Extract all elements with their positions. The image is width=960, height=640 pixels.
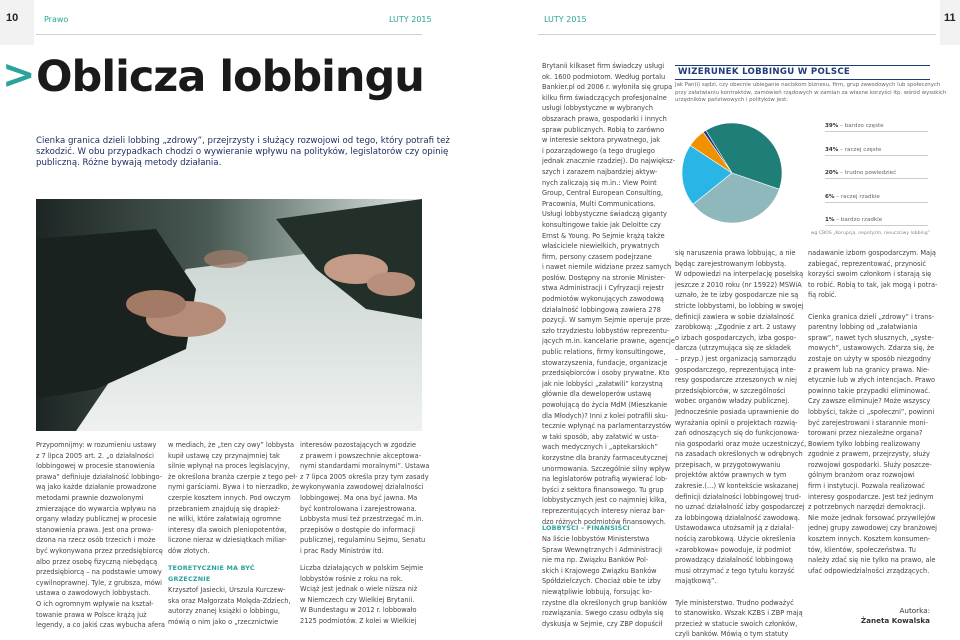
body-column-4b: Na liście lobbystów Ministerstwa Spraw Wewnętrznych i Administracji nie ma np. Związku Banków Pol- skich i Krajowego Związku Banków Spółdzielczych. Chociaż obie te izby niewątpliwie lobbują, forsując ko- rzystne dla określonych grup bankiów rozwiązania. Swego czasu odbyła się dyskusja w Sejmie, czy ZBP dopuścił xyxy=(542,535,668,628)
infobox-top-rule xyxy=(675,65,930,66)
body-column-2b: Krzysztof Jasiecki, Urszula Kurczew- ska oraz Małgorzata Molęda-Zdziech, autorzy znanej książki o lobbingu, mówią o nim jako o „rzecznictwie xyxy=(168,586,291,626)
author-name: Żaneta Kowalska xyxy=(860,616,930,625)
legend-item xyxy=(825,170,928,179)
meeting-photo-illustration xyxy=(36,199,422,431)
infobox-question: Jak Pan(i) sądzi, czy obecnie ubieganie naciskom biznesu, firm, grup zawodowych lub społecznych przy załatwianiu kontraktów, zamówień rządowych w zamian za własne korzyści itp. wśród wysokich urzędników państwowych i polityków jest: xyxy=(675,82,947,104)
subheading-lobbysci-finansisci: LOBBYŚCI – FINANSIŚCI xyxy=(542,524,630,532)
legend-value: 39% xyxy=(825,123,839,129)
legend-item xyxy=(825,147,928,156)
infobox-title: WIZERUNEK LOBBINGU W POLSCE xyxy=(678,67,851,77)
legend-value: 20% xyxy=(825,170,839,176)
body-column-1: Przypomnijmy: w rozumieniu ustawy z 7 lipca 2005 art. 2. „o działalności lobbingowej w procesie stanowienia prawa” definiuje działalność lobbingo- wą jako każde działanie prowadzone metodami prawnie dozwolonymi zmierzające do wywarcia wpływu na organy władzy publicznej w procesie stanowienia prawa. Jest ona prowa- dzona na rzecz osób trzecich i może być wykonywana przez przedsiębiorcę albo przez osobę fizyczną niebędącą przedsiębiorcą – na podstawie umowy cywilnoprawnej. Tyle, z grubsza, mówi ustawa o zawodowych lobbystach. O ich ogromnym wpływie na kształ- towanie prawa w Polsce krążą już legendy, a co jakiś czas wybucha afera xyxy=(36,441,165,630)
left-page-number: 10 xyxy=(6,12,19,24)
legend-label: – raczej częste xyxy=(838,146,882,153)
legend-label: – bardzo rzadkie xyxy=(834,217,883,223)
body-column-6: nadawanie izbom gospodarczym. Mają zabiegać, reprezentować, przynosić korzyści swoim członkom i starają się to robić. Robią to tak, jak mogą i potra- fią robić. Cienka granica dzieli „zdrowy” i trans- parentny lobbing od „załatwiania spraw”, nawet tych słusznych, „syste- mowych”, ustawowych. Zdarza się, że zostaje on użyty w sposób niezgodny z prawem lub na granicy prawa. Nie- etycznie lub w złych intencjach. Prawo powinno takie przypadki eliminować. Czy zawsze eliminuje? Może wszyscy lobbyści, także ci „społeczni”, powinni być zarejestrowani i starannie moni- torowani przez niezależne organa? Bowiem tylko lobbing realizowany zgodnie z prawem, przejrzysty, służy rozwojowi gospodarki. Służy poszcze- gólnym branżom oraz rozwojowi firm i instytucji. Pozwala realizować interesy gospodarcze. Jest też jednym z potrzebnych narzędzi demokracji. Nie może jednak forsować przywilejów jednej grupy zawodowej czy branżowej kosztem innych. Kosztem konsumen- tów, klientów, społeczeństwa. Tu należy zdać się nie tylko na prawo, ale ufać odpowiedzialności zrządzących. xyxy=(808,249,938,575)
subheading-teoretycznie: TEORETYCZNIE MA BYĆ GRZECZNIE xyxy=(168,564,255,583)
meeting-photo xyxy=(36,199,422,431)
header-rule-right xyxy=(538,34,936,35)
body-column-4a: Brytanii kilkaset firm świadczy usługi ok. 1600 podmiotom. Według portalu Bankier.pl od 2006 r. wyłoniła się grupa kilku firm świadczących profesjonalne usługi lobbystyczne w wybranych obszarach prawa, gospodarki i innych spraw publicznych. Robią to zarówno w interesie sektora prywatnego, jak i pozarządowego (a tego drugiego jednak znacznie rzadziej). Do największ- szych i zarazem najbardziej aktyw- nych zaliczają się m.in.: View Point Group, Central European Consulting, Pracownia, Multi Communications. Usługi lobbystyczne świadczą giganty konsultingowe takie jak Deloitte czy Ernst & Young. Po Sejmie krążą także właściciele niewielkich, prywatnych firm, persony czasem podejrzane i nawet niemile widziane przez samych posłów. Dostępny na stronie Minister- stwa Administracji i Cyfryzacji rejestr podmiotów wykonujących zawodową działalność lobbingową zawiera 278 pozycji. W samym Sejmie operuje prze- szło trzydziestu lobbystów reprezentu- jących m.in. kancelarie prawne, agencje public relations, firmy konsultingowe, stowarzyszenia, fundacje, organizacje przedsiębiorców i osoby prywatne. Kto jak nie lobbyści „załatwili” korzystną głównie dla deweloperów ustawę powołującą do życia MdM (Mieszkanie dla Młodych)? Inni z kolei potrafili sku- tecznie wpłynąć na parlamentarzystów w taki sposób, aby załatwić w usta- wach medycznych i „aptekarskich” korzystne dla branży farmaceutycznej unormowania. Szczególnie silny wpływ na legislatorów potrafią wywierać lob- byści z sektora finansowego. Tu grup lobbystycznych jest co najmniej kilka, reprezentujących interesy nieraz bar- dzo różnych podmiotów finansowych. xyxy=(542,62,676,526)
body-column-5: się naruszenia prawa lobbując, a nie będąc zarejestrowanym lobbystą. W odpowiedzi na interpelację poselską jeszcze z 2010 roku (nr 15922) MSWiA uznało, że te izby gospodarcze nie są stricte lobbystami, bo lobbing w swojej definicji zawiera w sobie działalność zarobkową: „Zgodnie z art. 2 ustawy o izbach gospodarczych, izba gospo- darcza (utrzymująca się ze składek – przyp.) jest organizacją samorządu gospodarczego, reprezentującą inte- resy gospodarcze zrzeszonych w niej przedsiębiorców, w szczególności wobec organów władzy publicznej. Jednocześnie posiada uprawnienie do wyrażania opinii o projektach rozwią- zań odnoszących się do funkcjonowa- nia gospodarki oraz może uczestniczyć, na zasadach określonych w odrębnych przepisach, w przygotowywaniu projektów aktów prawnych w tym zakresie.(…) W kontekście wskazanej definicji działalności lobbingowej trud- no uznać działalność izby gospodarczej za lobbingową działalność zawodową. Ustawodawca utożsamił ją z działal- nością zarobkową. Użycie określenia »zarobkowa« powoduje, iż podmiot prowadzący działalność lobbingową musi otrzymać z tego tytułu korzyść majątkową”. Tyle ministerstwo. Trudno podważyć to stanowisko. Wszak KZBS i ZBP mają przecież w statucie swoich członków, czyli banków. Mówią o tym statuty xyxy=(675,249,807,639)
header-rule-left xyxy=(36,34,422,35)
article-lead: Cienka granica dzieli lobbing „zdrowy”, przejrzysty i służący rozwojowi od tego, który potrafi też szkodzić. W obu przypadkach chodzi o wywieranie wpływu na polityków, legislatorów czy opinię publiczną. Różne bywają metody działania. xyxy=(36,136,450,169)
right-page-number: 11 xyxy=(944,12,956,24)
body-column-3a: interesów pozostających w zgodzie z prawem i powszechnie akceptowa- nymi standardami moralnymi”. Ustawa z 7 lipca 2005 określa przy tym zasady wykonywania zawodowej działalności lobbingowej. Ma ona być jawna. Ma być kontrolowana i zarejestrowana. Lobbysta musi też przestrzegać m.in. przepisów o dostępie do informacji publicznej, regulaminu Sejmu, Senatu i prac Rady Ministrów itd. xyxy=(300,441,430,555)
legend-value: 34% xyxy=(825,146,839,153)
title-marker: > xyxy=(2,52,36,98)
legend-label: – trudno powiedzieć xyxy=(838,170,897,176)
pie-legend xyxy=(825,123,930,223)
infobox-title-rule xyxy=(675,79,930,80)
infobox-source: wg CBOS „Korupcja, nepotyzm, nieuczciwy lobbing” xyxy=(810,231,930,236)
left-issue-label: LUTY 2015 xyxy=(389,15,432,24)
legend-label: – bardzo częste xyxy=(838,123,884,129)
legend-item xyxy=(825,217,928,226)
section-label: Prawo xyxy=(44,15,69,24)
legend-label: – raczej rzadkie xyxy=(834,193,880,200)
legend-value: 1% xyxy=(825,217,835,223)
article-title: Oblicza lobbingu xyxy=(36,52,424,102)
body-column-3b: Liczba działających w polskim Sejmie lobbystów rośnie z roku na rok. Wciąż jest jednak o wiele niższa niż w Niemczech czy Wielkiej Brytanii. W Bundestagu w 2012 r. lobbowało 2125 podmiotów. Z kolei w Wielkiej xyxy=(300,564,424,625)
infobox xyxy=(675,65,947,241)
pie-chart xyxy=(680,121,784,225)
body-column-2a: w mediach, że „ten czy owy” lobbysta kupił ustawę czy przynajmniej tak silnie wpłynął na proces legislacyjny, że określona branża czerpie z tego peł- nymi garściami. Bywa i to nierzadko, że czerpie kosztem innych. Pod owczym przebraniem znajdują się drapież- ne wilki, które załatwiają ogromne interesy dla swoich pleniopotentów, liczone nieraz w dziesiątkach miliar- dów złotych. xyxy=(168,441,300,555)
author-label: Autorka: xyxy=(899,606,930,615)
legend-item xyxy=(825,123,928,132)
right-issue-label: LUTY 2015 xyxy=(544,15,587,24)
legend-item xyxy=(825,194,928,203)
legend-value: 6% xyxy=(825,193,835,200)
